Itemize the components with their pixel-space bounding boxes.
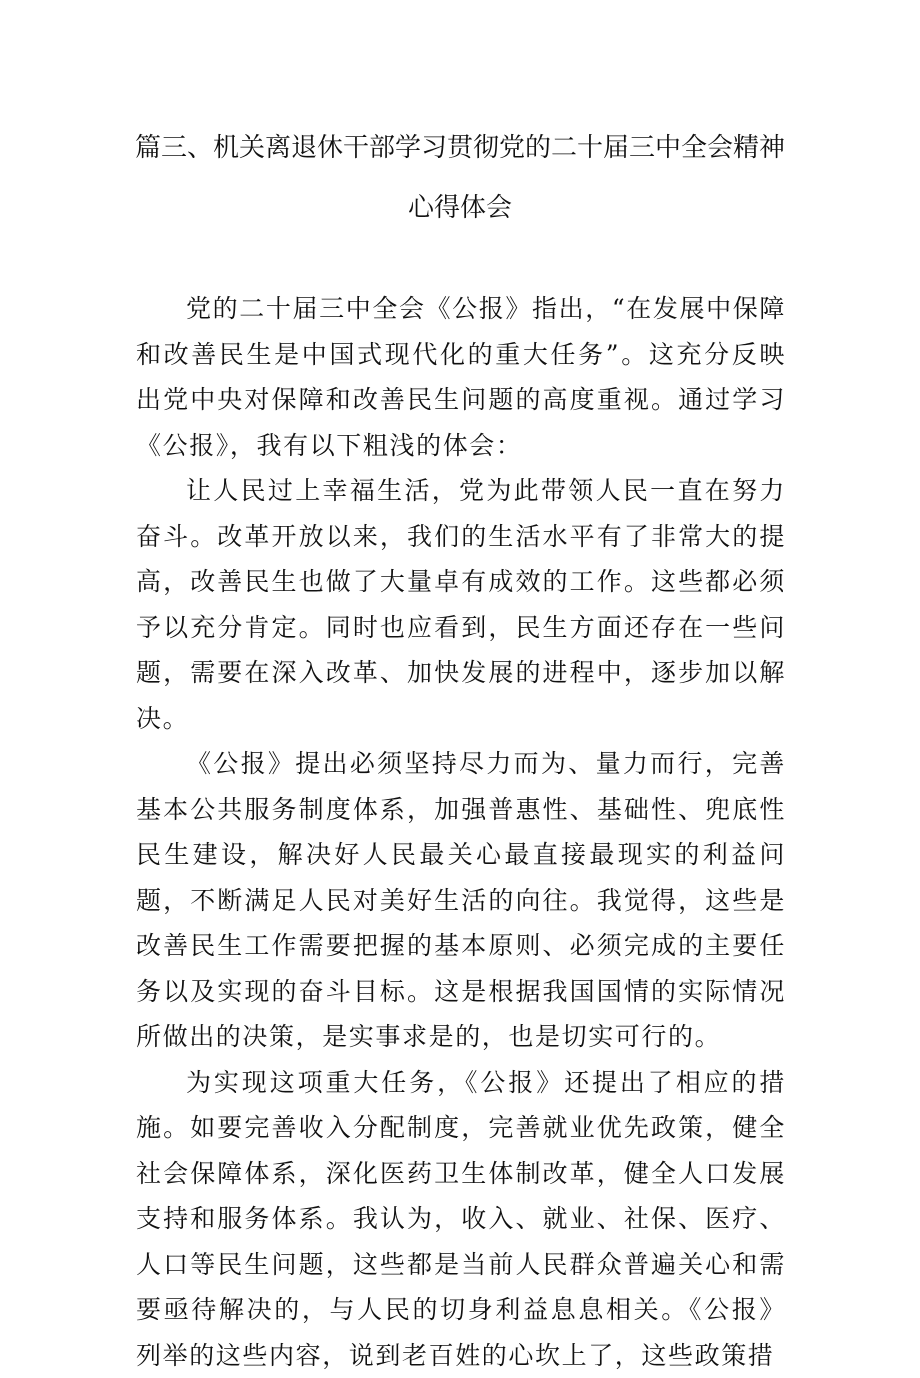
paragraph-4: 为实现这项重大任务，《公报》还提出了相应的措施。如要完善收入分配制度，完善就业优先政策，健全社会保障体系，深化医药卫生体制改革，健全人口发展支持和服务体系。我认为，收入、就业、社保、医疗、人口等民生问题，这些都是当前人民群众普遍关心和需要亟待解决的，与人民的切身利益息息相关。《公报》列举的这些内容，说到老百姓的心坎上了，这些政策措	[136, 1060, 786, 1378]
document-title-line-2: 心得体会	[0, 191, 920, 225]
document-body	[136, 286, 786, 1378]
paragraph-1: 党的二十届三中全会《公报》指出，“在发展中保障和改善民生是中国式现代化的重大任务”。这充分反映出党中央对保障和改善民生问题的高度重视。通过学习《公报》，我有以下粗浅的体会：	[136, 286, 786, 468]
document-title-line-1: 篇三、机关离退休干部学习贯彻党的二十届三中全会精神	[0, 131, 920, 165]
paragraph-3: 《公报》提出必须坚持尽力而为、量力而行，完善基本公共服务制度体系，加强普惠性、基础性、兜底性民生建设，解决好人民最关心最直接最现实的利益问题，不断满足人民对美好生活的向往。我觉得，这些是改善民生工作需要把握的基本原则、必须完成的主要任务以及实现的奋斗目标。这是根据我国国情的实际情况所做出的决策，是实事求是的，也是切实可行的。	[136, 741, 786, 1060]
paragraph-2: 让人民过上幸福生活，党为此带领人民一直在努力奋斗。改革开放以来，我们的生活水平有了非常大的提高，改善民生也做了大量卓有成效的工作。这些都必须予以充分肯定。同时也应看到，民生方面还存在一些问题，需要在深入改革、加快发展的进程中，逐步加以解决。	[136, 468, 786, 741]
